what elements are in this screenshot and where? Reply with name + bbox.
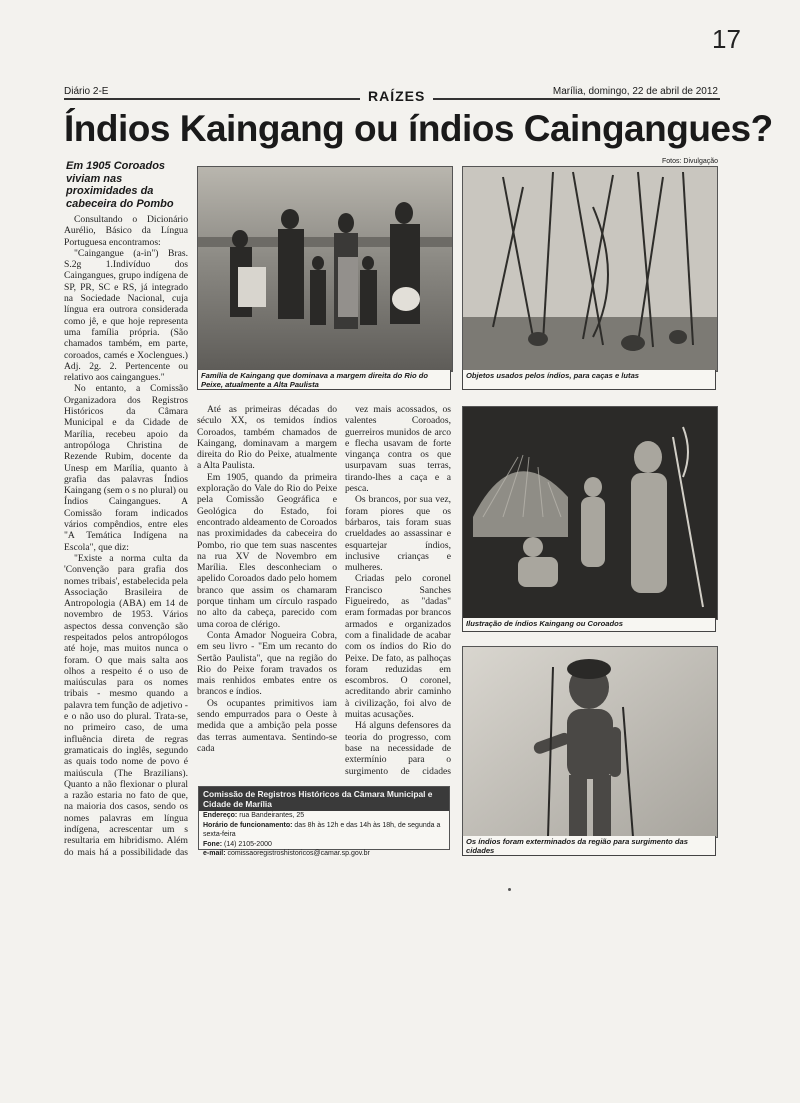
illustration-image — [462, 406, 718, 620]
section-title: RAÍZES — [360, 88, 433, 104]
paragraph: No entanto, a Comissão Organizadora dos Registros Históricos da Câmara Municipal e da Cidade de Marília, recebeu apoio da antropóloga Christina de Rezende Rubim, docente da Unesp em Marília, quanto à grafia das palavras Índios Kaingang (sem o s no plural) ou Índios Caingangues. A Comissão foram indicados vários compêndios, entre eles "A Temática Indígena na Escola", que diz: — [64, 383, 188, 553]
paragraph: Até as primeiras décadas do século XX, os temidos índios Coroados, também chamados de Kaingang, dominavam a margem direita do Rio do Peixe, atualmente a Alta Paulista. — [197, 404, 337, 472]
warrior-caption: Os índios foram exterminados da região para surgimento das cidades — [462, 836, 716, 856]
family-photo — [197, 166, 453, 372]
paragraph: Conta Amador Nogueira Cobra, em seu livro - "Em um recanto do Sertão Paulista", que na região do Rio do Peixe foram travados os mais renhidos embates entre os brancos e índios. — [197, 629, 337, 698]
body-column-2 — [197, 404, 337, 776]
info-address: Endereço: rua Bandeirantes, 25 — [203, 812, 305, 819]
info-email[interactable]: e-mail: comissaoregistroshistoricos@camar.sp.gov.br — [203, 850, 370, 857]
dateline: Marília, domingo, 22 de abril de 2012 — [552, 86, 718, 97]
illustration-caption: Ilustração de índios Kaingang ou Coroados — [462, 618, 716, 632]
warrior-photo — [462, 646, 718, 838]
paragraph: Consultando o Dicionário Aurélio, Básico da Língua Portuguesa encontramos: — [64, 214, 188, 248]
objects-photo — [462, 166, 718, 372]
info-box — [198, 786, 450, 857]
body-column-1 — [64, 214, 188, 859]
paragraph: Em 1905, quando da primeira exploração do Vale do Rio do Peixe pela Comissão Geográfica e Geológica do Estado, foi encontrado aldeamento de Coroados nas proximidades da cabeceira do Pombo, rio que tem suas nascentes na rua XV de Novembro em Marília. Eles desconheciam o apelido Coroados dado pelo homem branco que assim os chamaram porque tinham um círculo raspado no alto da cabeça, parecido com uma coroa de clérigo. — [197, 471, 337, 630]
paragraph: Criadas pelo coronel Francisco Sanches Figueiredo, as "dadas" eram formadas por brancos armados e organizados com a finalidade de acabar com os índios do Rio do Peixe. De fato, as palhoças foram reduzidas em escombros. O coronel, acreditando abrir caminho à civilização, foi alvo de muitas acusações. — [345, 573, 451, 721]
objects-caption: Objetos usados pelos índios, para caças e lutas — [462, 370, 716, 390]
paragraph: vez mais acossados, os valentes Coroados, guerreiros munidos de arco e flecha usavam de forte vingança contra os que usurpavam suas terras, tirando-lhes a caça e a pesca. — [345, 404, 451, 495]
paragraph: Os brancos, por sua vez, foram piores que os bárbaros, tais foram suas crueldades ao assassinar e esquartejar índios, inclusive crianças e mulheres. — [345, 494, 451, 574]
warrior-photo-image — [463, 647, 717, 837]
info-box-title: Comissão de Registros Históricos da Câmara Municipal e Cidade de Marília — [199, 787, 449, 811]
headline: Índios Kaingang ou índios Caingangues? — [64, 108, 773, 149]
subheadline: Em 1905 Coroados viviam nas proximidades da cabeceira do Pombo — [66, 160, 174, 210]
body-column-3 — [345, 404, 451, 776]
paragraph: Há alguns defensores da teoria do progresso, com base na necessidade de extermínio para o surgimento de cidades — [345, 720, 451, 776]
family-photo-image — [198, 167, 452, 371]
objects-photo-image — [463, 167, 717, 371]
info-hours: Horário de funcionamento: das 8h às 12h e das 14h às 18h, de segunda a sexta-feira — [203, 821, 441, 838]
photo-credit: Fotos: Divulgação — [662, 158, 719, 165]
paragraph: Os ocupantes primitivos iam sendo empurrados para o Oeste à medida que a ambição pela posse das terras aumentava. Sentindo-se cada — [197, 697, 337, 754]
page-number: 17 — [712, 24, 741, 54]
paragraph: "Caingangue (a-in") Bras. S.2g 1.Indivíduo dos Caingangues, grupo indígena de SP, PR, SC e RS, já integrado na Sociedade Nacional, cuja língua era outrora considerada como jê, e que hoje representa uma família própria. (São chamados também, em parte, coroados, camés e Xoclengues.) Adj. 2g. 2. Pertencente ou relativo aos caingangues." — [64, 247, 188, 384]
scan-speck — [508, 888, 511, 891]
newspaper-section-label: Diário 2-E — [64, 86, 109, 97]
illustration-drawing — [463, 407, 717, 619]
paragraph: "Existe a norma culta da 'Convenção para grafia dos nomes tribais', estabelecida pela Associação Brasileira de Antropologia (ABA) em 14 de novembro de 1953. Vários aspectos dessa convenção são respeitados pelos antropólogos até hoje, mas muitos nunca o foram. O que mais salta aos olhos a respeito é o uso de maiúsculas para os nomes tribais - mesmo quando a palavra tem função de adjetivo - e o não uso do plural. Trata-se, no primeiro caso, de uma influência direta de regras gramaticais do inglês, segundo as quais todo nome de povo é maiúscula (The Brazilians). Quanto a não flexionar o plural a razão estaria no fato de que, na maioria dos casos, sendo os nomes palavras em língua indígena, acrescentar um s resultaria em hibridismo. Além do mais há a possibilidade das — [64, 552, 188, 858]
family-caption: Família de Kaingang que dominava a margem direita do Rio do Peixe, atualmente a Alta Paulista — [197, 370, 451, 390]
info-phone: Fone: (14) 2105-2000 — [203, 840, 272, 848]
